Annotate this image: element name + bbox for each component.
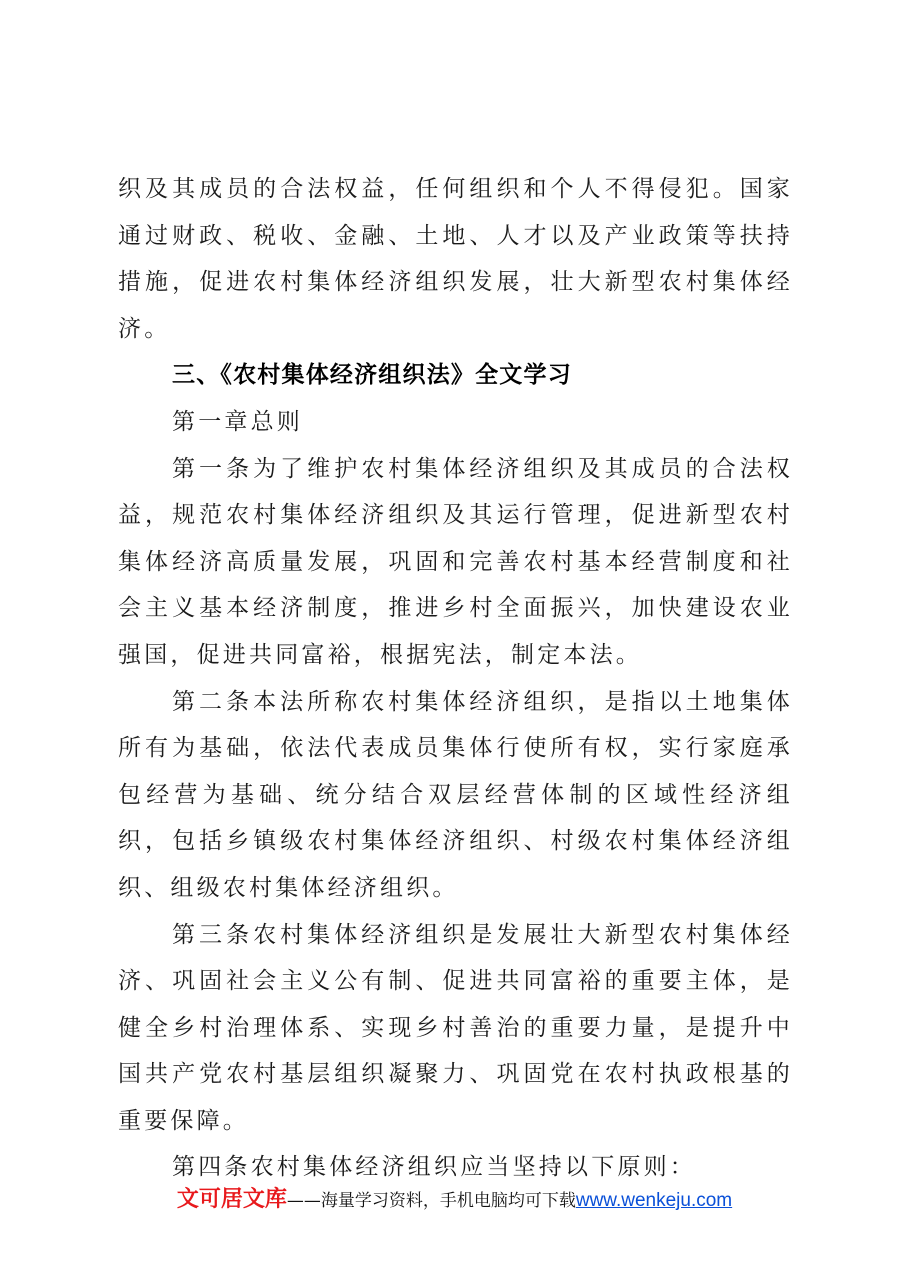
article-2-paragraph: 第二条本法所称农村集体经济组织，是指以土地集体所有为基础，依法代表成员集体行使所有权，实行家庭承包经营为基础、统分结合双层经营体制的区域性经济组织，包括乡镇级农村集体经济组织、村级农村集体经济组织、组级农村集体经济组织。: [118, 688, 793, 901]
footer-website-link[interactable]: www.wenkeju.com: [575, 1190, 733, 1211]
section-heading: 三、《农村集体经济组织法》全文学习: [172, 362, 572, 389]
chapter-title: 第一章总则: [172, 408, 303, 435]
footer-tagline: ——海量学习资料，手机电脑均可下载: [286, 1191, 576, 1211]
paragraph-continuation: 织及其成员的合法权益，任何组织和个人不得侵犯。国家通过财政、税收、金融、土地、人才以及产业政策等扶持措施，促进农村集体经济组织发展，壮大新型农村集体经济。: [118, 176, 793, 342]
article-4-paragraph: 第四条农村集体经济组织应当坚持以下原则：: [172, 1154, 696, 1181]
page-footer: [0, 1182, 909, 1213]
footer-brand: 文可居文库: [176, 1187, 287, 1212]
article-1-paragraph: 第一条为了维护农村集体经济组织及其成员的合法权益，规范农村集体经济组织及其运行管理，促进新型农村集体经济高质量发展，巩固和完善农村基本经营制度和社会主义基本经济制度，推进乡村全面振兴，加快建设农业强国，促进共同富裕，根据宪法，制定本法。: [118, 455, 793, 668]
article-3-paragraph: 第三条农村集体经济组织是发展壮大新型农村集体经济、巩固社会主义公有制、促进共同富裕的重要主体，是健全乡村治理体系、实现乡村善治的重要力量，是提升中国共产党农村基层组织凝聚力、巩固党在农村执政根基的重要保障。: [118, 921, 793, 1134]
document-body: [118, 166, 793, 1191]
